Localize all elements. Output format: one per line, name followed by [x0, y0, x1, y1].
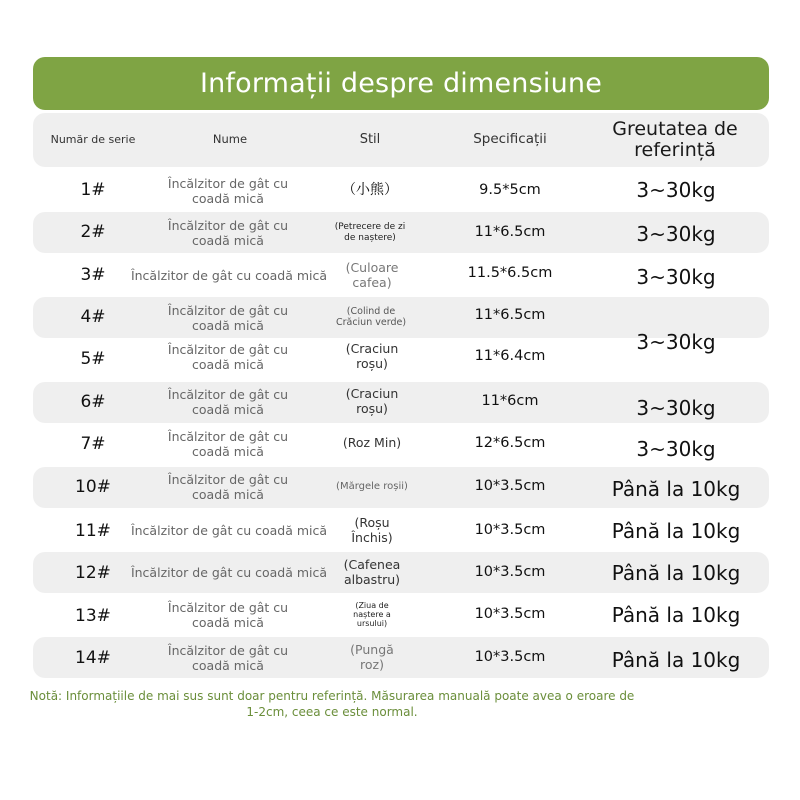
product-style: (Pungă roz) — [350, 642, 394, 672]
reference-weight: Până la 10kg — [611, 519, 741, 543]
product-name: Încălzitor de gât cu coadă mică — [167, 341, 289, 372]
column-header-style: Stil — [359, 131, 381, 147]
product-style: (Roz Min) — [342, 435, 402, 451]
product-name: Încălzitor de gât cu coadă mică — [167, 302, 289, 333]
serial-number: 7# — [80, 433, 106, 454]
reference-weight: Până la 10kg — [611, 648, 741, 672]
product-spec: 11.5*6.5cm — [467, 265, 553, 282]
product-name: Încălzitor de gât cu coadă mică — [167, 386, 289, 417]
product-spec: 10*3.5cm — [474, 564, 546, 581]
reference-weight: 3~30kg — [636, 330, 716, 354]
column-header-specs: Specificații — [473, 131, 547, 148]
reference-weight: Până la 10kg — [611, 561, 741, 585]
product-name: Încălzitor de gât cu coadă mică — [130, 565, 328, 580]
serial-number: 4# — [80, 306, 106, 327]
product-style: (Cafenea albastru) — [343, 557, 401, 587]
product-spec: 10*3.5cm — [474, 606, 546, 623]
serial-number: 14# — [75, 647, 111, 668]
column-header-weight: Greutatea de referință — [612, 117, 738, 161]
product-spec: 10*3.5cm — [474, 478, 546, 495]
serial-number: 6# — [80, 391, 106, 412]
reference-weight: 3~30kg — [636, 396, 716, 420]
reference-weight: 3~30kg — [636, 265, 716, 289]
product-name: Încălzitor de gât cu coadă mică — [167, 642, 289, 673]
serial-number: 13# — [75, 605, 111, 626]
product-name: Încălzitor de gât cu coadă mică — [167, 471, 289, 502]
reference-weight: Până la 10kg — [611, 477, 741, 501]
product-style: (Craciun roșu) — [345, 341, 399, 371]
reference-weight: 3~30kg — [636, 222, 716, 246]
product-style: (Petrecere de zi de naștere) — [334, 222, 406, 243]
serial-number: 5# — [80, 348, 106, 369]
product-spec: 11*6cm — [481, 393, 539, 410]
product-style: （小熊） — [342, 182, 398, 199]
product-spec: 10*3.5cm — [474, 522, 546, 539]
product-spec: 10*3.5cm — [474, 649, 546, 666]
page-title: Informații despre dimensiune — [33, 57, 769, 110]
reference-weight: Până la 10kg — [611, 603, 741, 627]
product-style: (Craciun roșu) — [345, 386, 399, 416]
product-style: (Culoare cafea) — [345, 260, 399, 290]
serial-number: 10# — [75, 476, 111, 497]
serial-number: 12# — [75, 562, 111, 583]
serial-number: 1# — [80, 179, 106, 200]
serial-number: 2# — [80, 221, 106, 242]
serial-number: 3# — [80, 264, 106, 285]
product-style: (Mărgele roșii) — [336, 480, 408, 492]
column-header-number: Număr de serie — [50, 132, 136, 146]
serial-number: 11# — [75, 520, 111, 541]
product-name: Încălzitor de gât cu coadă mică — [167, 217, 289, 248]
column-header-name: Nume — [212, 132, 248, 147]
product-spec: 12*6.5cm — [474, 435, 546, 452]
product-name: Încălzitor de gât cu coadă mică — [167, 175, 289, 206]
reference-weight: 3~30kg — [636, 178, 716, 202]
reference-weight: 3~30kg — [636, 437, 716, 461]
product-name: Încălzitor de gât cu coadă mică — [130, 523, 328, 538]
product-spec: 11*6.5cm — [474, 224, 546, 241]
product-name: Încălzitor de gât cu coadă mică — [130, 268, 328, 283]
product-style: (Ziua de naștere a ursului) — [353, 600, 391, 629]
product-style: (Colind de Crăciun verde) — [335, 305, 407, 328]
product-name: Încălzitor de gât cu coadă mică — [167, 428, 289, 459]
product-style: (Roșu Închis) — [351, 515, 393, 545]
product-spec: 11*6.5cm — [474, 307, 546, 324]
product-name: Încălzitor de gât cu coadă mică — [167, 599, 289, 630]
product-spec: 11*6.4cm — [474, 348, 546, 365]
disclaimer-note: Notă: Informațiile de mai sus sunt doar pentru referință. Măsurarea manuală poate avea o eroare de 1-2cm, ceea ce este normal. — [29, 689, 635, 719]
product-spec: 9.5*5cm — [479, 182, 541, 199]
